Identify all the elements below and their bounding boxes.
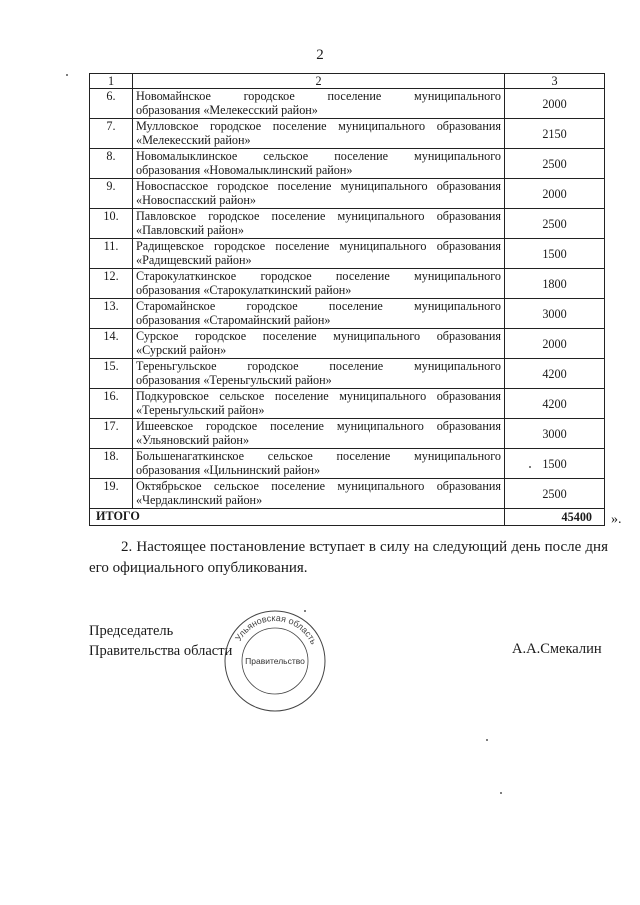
scan-speck [500, 792, 502, 794]
amount-value: 1800 [505, 269, 605, 299]
amount-value: 4200 [505, 389, 605, 419]
amount-value: 2500 [505, 149, 605, 179]
signatory-title-line1: Председатель [89, 623, 174, 639]
official-seal-stamp [220, 606, 330, 716]
amount-value: 1500 [505, 449, 605, 479]
table-header-row [90, 74, 605, 89]
settlement-name-line2: «Новоспасский район» [136, 193, 256, 207]
settlement-name-line2: «Тереньгульский район» [136, 403, 265, 417]
settlement-name-line2: образования «Старокулаткинский район» [136, 283, 352, 297]
settlement-name-line1: Тереньгульское городское поселение муниципального [136, 359, 501, 373]
settlement-name [133, 449, 505, 479]
scan-speck [529, 466, 531, 468]
svg-text:Ульяновская область [233, 613, 319, 646]
row-number: 18. [90, 449, 133, 479]
settlement-name-line2: образования «Мелекесский район» [136, 103, 318, 117]
settlement-name-line2: образования «Цильнинский район» [136, 463, 321, 477]
amount-value: 4200 [505, 359, 605, 389]
row-number: 16. [90, 389, 133, 419]
amount-value: 2150 [505, 119, 605, 149]
header-col-1: 1 [90, 74, 133, 89]
settlement-name-line2: «Сурский район» [136, 343, 227, 357]
settlement-name-line2: «Ульяновский район» [136, 433, 250, 447]
settlement-name-line1: Новоспасское городское поселение муниципального образования [136, 179, 501, 193]
settlement-name [133, 179, 505, 209]
signatory-name: А.А.Смекалин [512, 641, 602, 657]
table-row [90, 329, 605, 359]
settlement-name-line2: образования «Тереньгульский район» [136, 373, 332, 387]
header-col-2: 2 [133, 74, 505, 89]
row-number: 8. [90, 149, 133, 179]
signatory-title-line2: Правительства области [89, 643, 233, 659]
row-number: 15. [90, 359, 133, 389]
header-col-3: 3 [505, 74, 605, 89]
table-row [90, 449, 605, 479]
settlement-name-line2: образования «Старомайнский район» [136, 313, 331, 327]
table-row [90, 479, 605, 509]
table-row [90, 389, 605, 419]
settlement-name-line2: «Радищевский район» [136, 253, 252, 267]
settlement-name [133, 329, 505, 359]
settlement-name [133, 419, 505, 449]
settlement-name-line2: «Мелекесский район» [136, 133, 251, 147]
settlement-name-line1: Старомайнское городское поселение муниципального [136, 299, 501, 313]
table-row [90, 119, 605, 149]
scan-speck [66, 74, 68, 76]
settlement-name-line1: Новомалыклинское сельское поселение муниципального [136, 149, 501, 163]
settlement-name-line1: Мулловское городское поселение муниципального образования [136, 119, 501, 133]
settlement-name-line1: Большенагаткинское сельское поселение муниципального [136, 449, 501, 463]
settlement-name-line1: Октябрьское сельское поселение муниципального образования [136, 479, 501, 493]
table-row [90, 269, 605, 299]
settlement-name [133, 359, 505, 389]
settlement-name [133, 239, 505, 269]
table-row [90, 179, 605, 209]
row-number: 17. [90, 419, 133, 449]
settlement-name [133, 479, 505, 509]
settlement-name-line1: Сурское городское поселение муниципального образования [136, 329, 501, 343]
settlement-name-line2: «Чердаклинский район» [136, 493, 263, 507]
settlement-name-line1: Новомайнское городское поселение муниципального [136, 89, 501, 103]
settlement-name-line2: «Павловский район» [136, 223, 244, 237]
table-row [90, 239, 605, 269]
amount-value: 2000 [505, 329, 605, 359]
total-value: 45400 [505, 509, 605, 526]
total-label: ИТОГО [90, 509, 505, 526]
amount-value: 2000 [505, 89, 605, 119]
row-number: 7. [90, 119, 133, 149]
settlement-name [133, 389, 505, 419]
settlement-name [133, 269, 505, 299]
row-number: 6. [90, 89, 133, 119]
scan-speck [486, 739, 488, 741]
row-number: 12. [90, 269, 133, 299]
closing-quote: ». [611, 512, 622, 527]
signatory-title [89, 621, 232, 661]
amount-value: 2000 [505, 179, 605, 209]
row-number: 13. [90, 299, 133, 329]
table-row [90, 149, 605, 179]
amount-value: 3000 [505, 419, 605, 449]
settlement-name [133, 89, 505, 119]
settlement-name [133, 119, 505, 149]
table-row [90, 359, 605, 389]
row-number: 10. [90, 209, 133, 239]
settlement-name [133, 149, 505, 179]
amount-value: 3000 [505, 299, 605, 329]
page-number: 2 [316, 47, 324, 63]
settlement-name-line1: Подкуровское сельское поселение муниципального образования [136, 389, 501, 403]
row-number: 9. [90, 179, 133, 209]
settlement-name-line1: Радищевское городское поселение муниципального образования [136, 239, 501, 253]
settlement-name [133, 209, 505, 239]
settlement-name [133, 299, 505, 329]
table-row [90, 89, 605, 119]
total-row [90, 509, 605, 526]
settlement-name-line2: образования «Новомалыклинский район» [136, 163, 353, 177]
settlement-name-line1: Павловское городское поселение муниципального образования [136, 209, 501, 223]
table-row [90, 299, 605, 329]
scan-speck [304, 610, 306, 612]
allocation-table [89, 73, 605, 526]
settlement-name-line1: Старокулаткинское городское поселение муниципального [136, 269, 501, 283]
amount-value: 2500 [505, 479, 605, 509]
settlement-name-line1: Ишеевское городское поселение муниципального образования [136, 419, 501, 433]
seal-center-text: Правительство [245, 656, 305, 666]
row-number: 19. [90, 479, 133, 509]
table-row [90, 209, 605, 239]
paragraph-2: 2. Настоящее постановление вступает в силу на следующий день после дня его официального опубликования. [89, 539, 608, 576]
table-row [90, 419, 605, 449]
row-number: 11. [90, 239, 133, 269]
row-number: 14. [90, 329, 133, 359]
amount-value: 1500 [505, 239, 605, 269]
amount-value: 2500 [505, 209, 605, 239]
seal-ring-text: Ульяновская область [233, 612, 319, 647]
